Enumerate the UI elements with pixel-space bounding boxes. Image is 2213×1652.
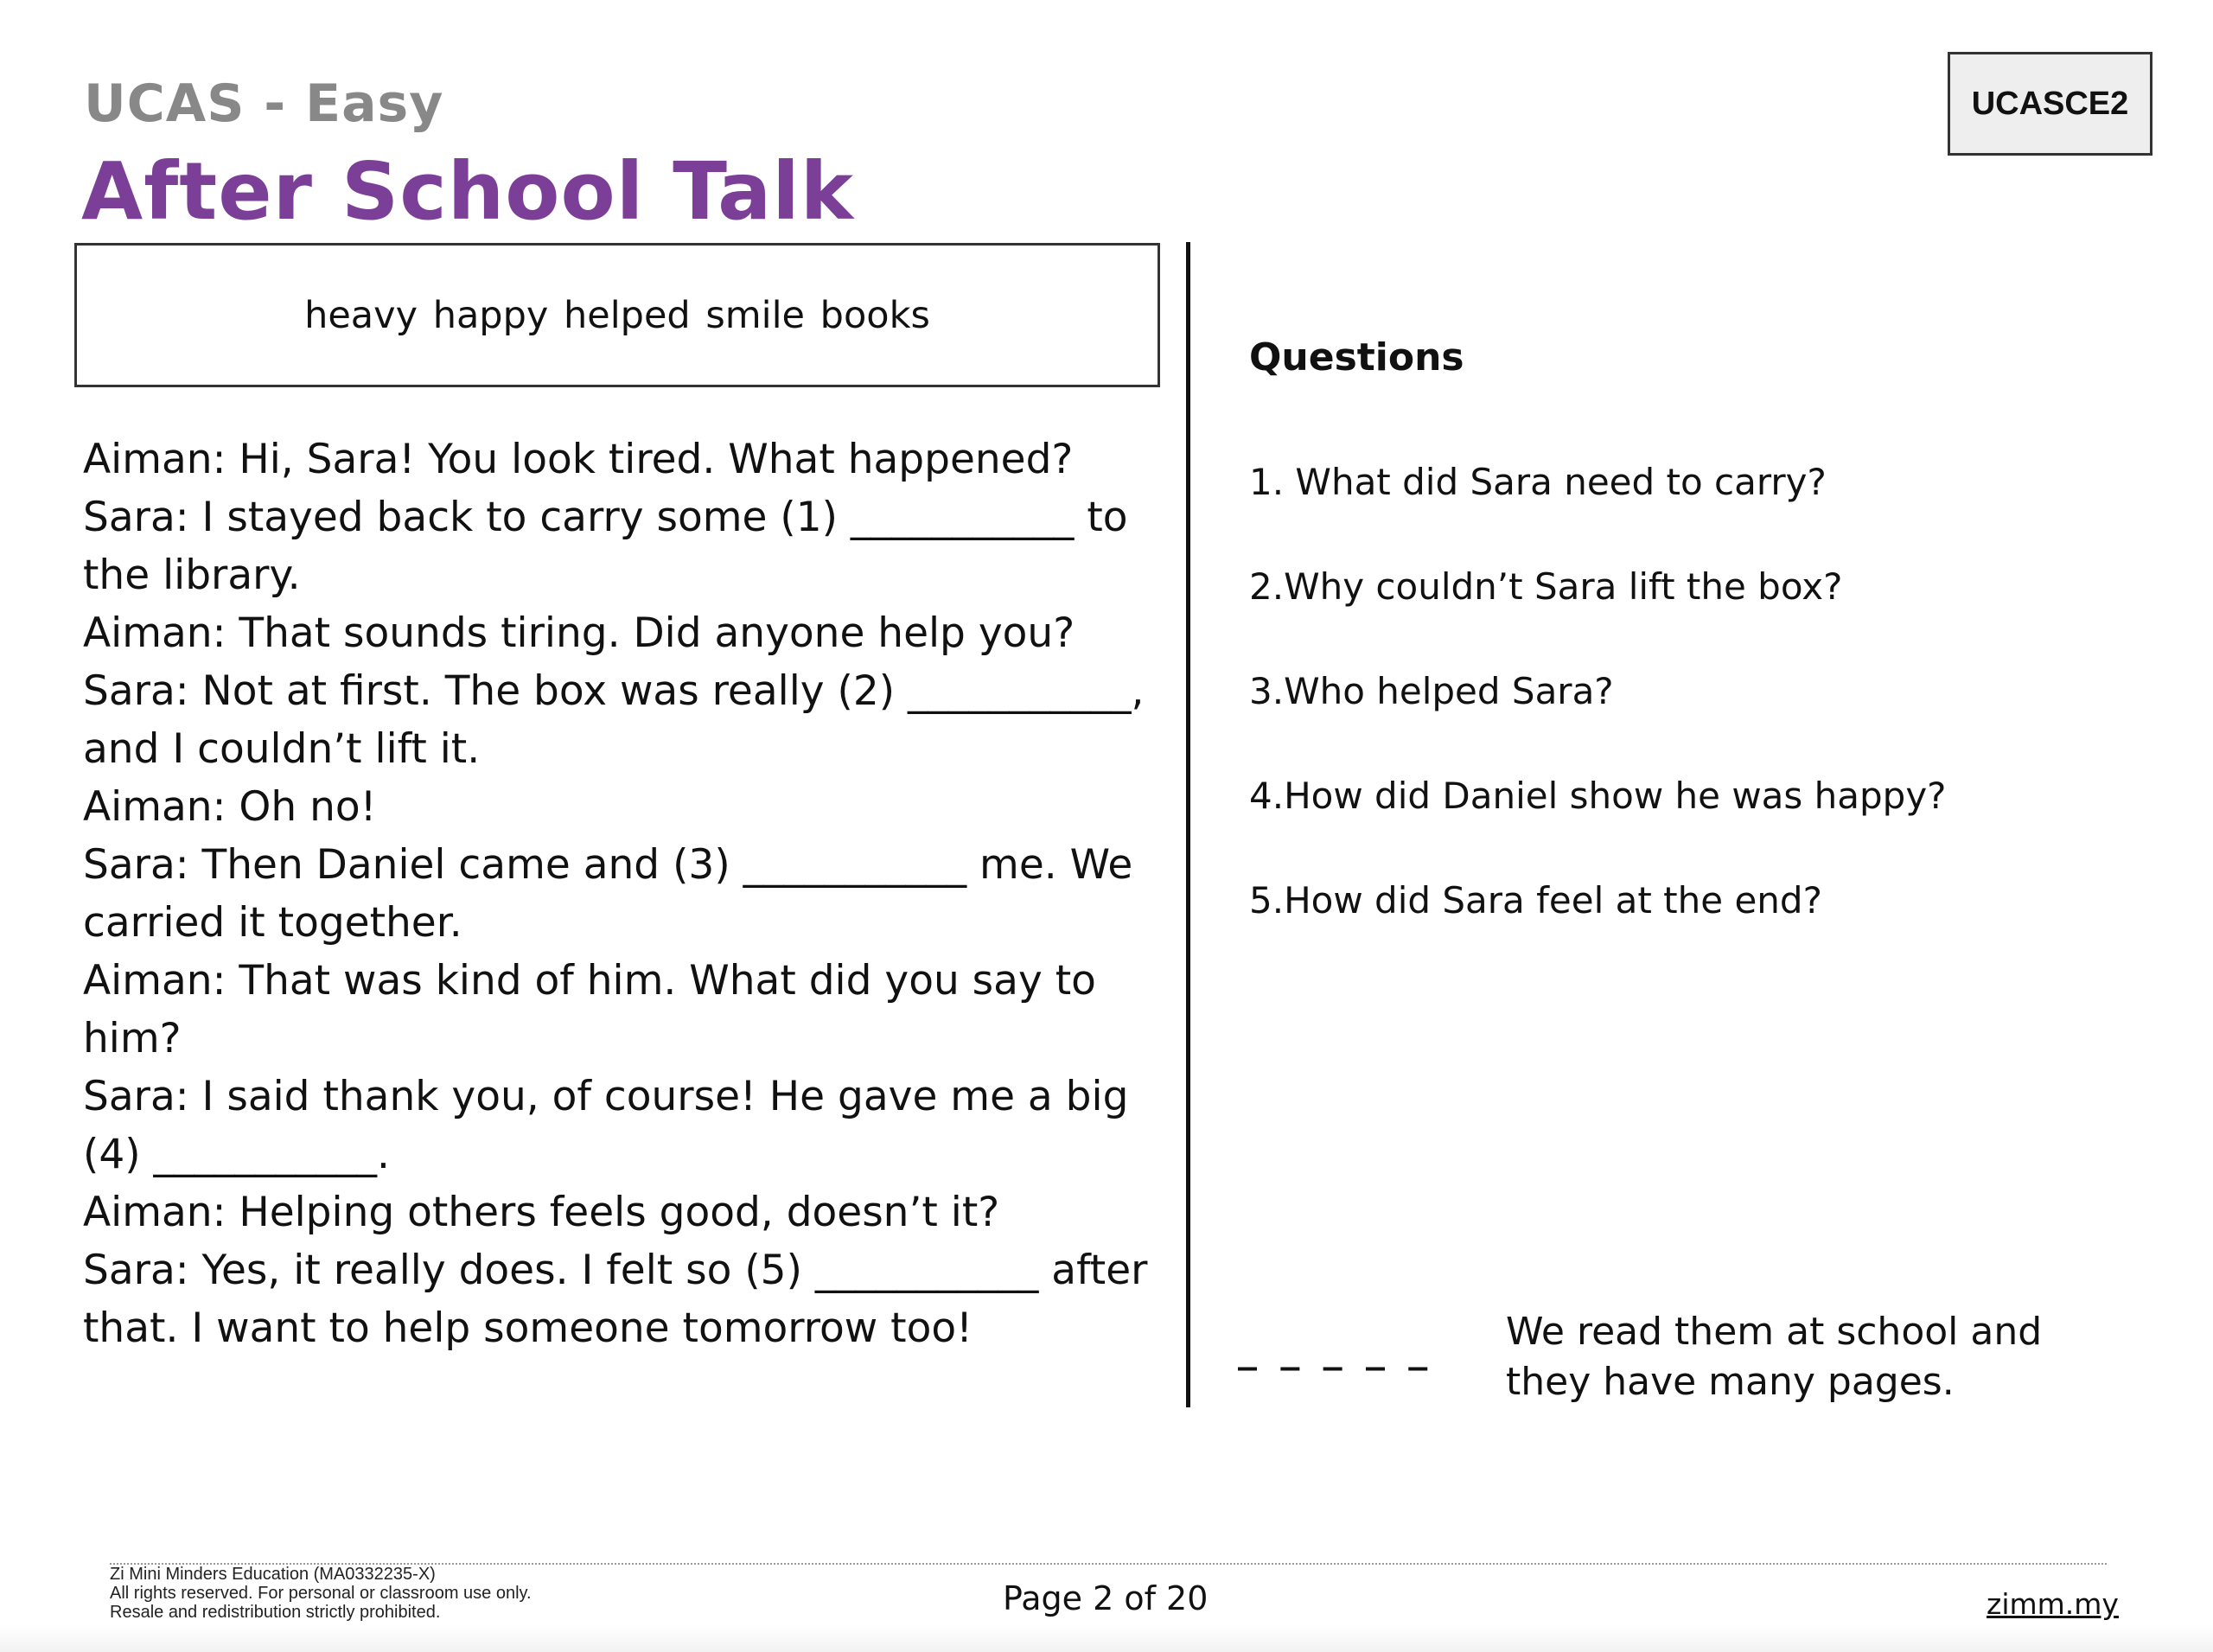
dialogue-line: Aiman: Helping others feels good, doesn’t it? (83, 1189, 1000, 1236)
column-divider (1186, 242, 1190, 1407)
company-line: All rights reserved. For personal or classroom use only. (110, 1584, 532, 1603)
website-link[interactable]: zimm.my (1987, 1587, 2119, 1621)
company-notice (110, 1565, 532, 1622)
company-line: Zi Mini Minders Education (MA0332235-X) (110, 1565, 436, 1584)
question-item: 3.Who helped Sara? (1249, 670, 1614, 712)
dialogue-line: Sara: Then Daniel came and (3) ___________ me. We carried it together. (83, 841, 1133, 947)
worksheet-code-badge: UCASCE2 (1948, 52, 2152, 156)
page-number: Page 2 of 20 (1003, 1579, 1209, 1617)
dialogue-line: Aiman: That sounds tiring. Did anyone help you? (83, 609, 1075, 657)
dialogue-line: Aiman: Oh no! (83, 783, 377, 831)
clue-text: We read them at school and they have many pages. (1506, 1310, 2043, 1404)
page-bottom-shade (0, 1625, 2213, 1652)
dialogue-line: Sara: I stayed back to carry some (1) ___________ to the library. (83, 494, 1128, 599)
dialogue-line: Sara: Not at first. The box was really (2) ___________, and I couldn’t lift it. (83, 667, 1145, 773)
level-label: UCAS - Easy (84, 73, 444, 134)
question-item: 2.Why couldn’t Sara lift the box? (1249, 565, 1843, 608)
dialogue-passage (83, 431, 1164, 1357)
word-bank-box: heavy happy helped smile books (74, 243, 1160, 387)
dialogue-line: Sara: I said thank you, of course! He gave me a big (4) ___________. (83, 1073, 1129, 1178)
question-item: 5.How did Sara feel at the end? (1249, 879, 1822, 922)
dialogue-line: Aiman: Hi, Sara! You look tired. What happened? (83, 436, 1074, 483)
worksheet-title: After School Talk (81, 145, 854, 238)
clue-answer-blanks: _ _ _ _ _ (1238, 1327, 1433, 1371)
question-item: 1. What did Sara need to carry? (1249, 461, 1827, 503)
dialogue-line: Sara: Yes, it really does. I felt so (5) ___________ after that. I want to help someone tomorrow too! (83, 1247, 1148, 1352)
question-item: 4.How did Daniel show he was happy? (1249, 775, 1947, 817)
company-line: Resale and redistribution strictly prohibited. (110, 1603, 441, 1622)
dialogue-line: Aiman: That was kind of him. What did you say to him? (83, 957, 1096, 1062)
questions-heading: Questions (1249, 335, 1464, 380)
